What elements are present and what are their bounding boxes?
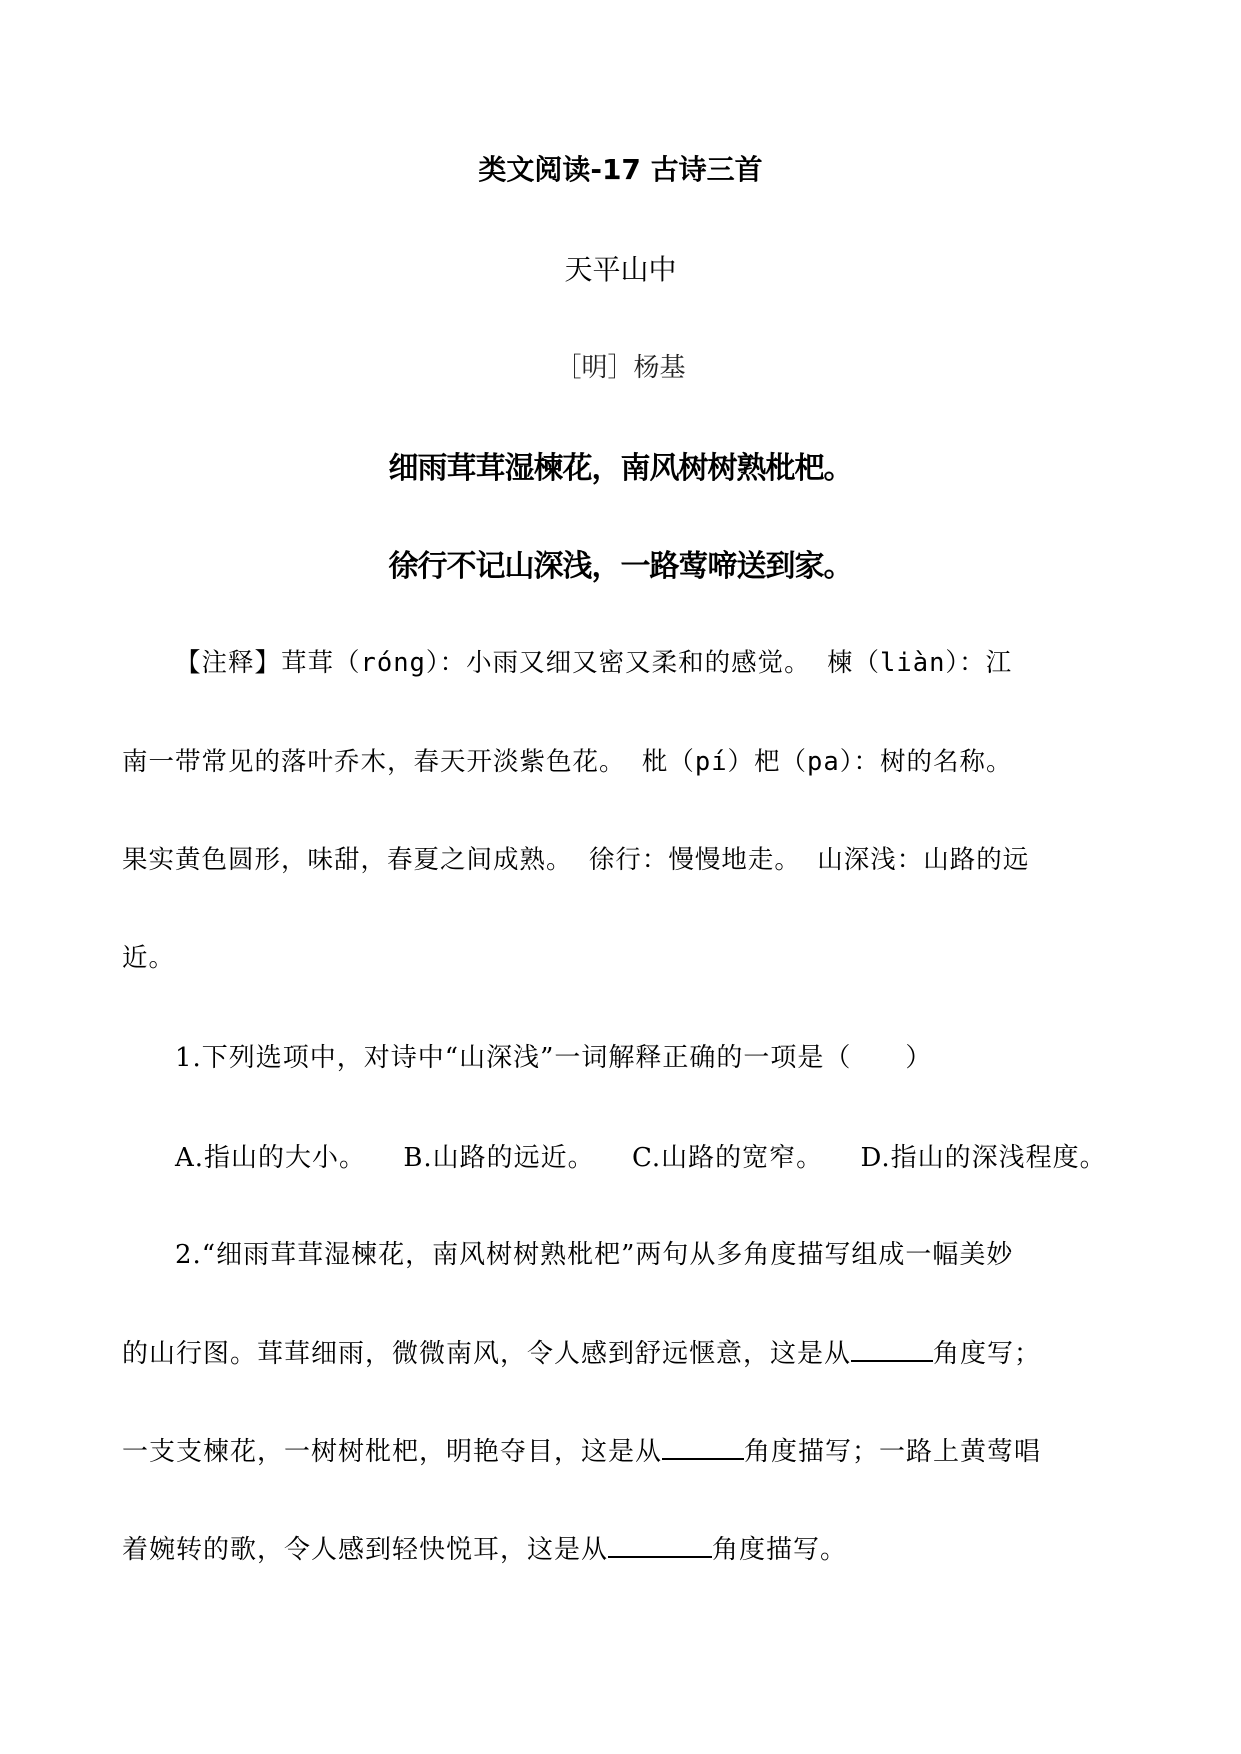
annotation-line-2: 南一带常见的落叶乔木，春天开淡紫色花。 枇（pí）杷（pa）：树的名称。 — [122, 747, 1013, 777]
question-2-line-3-tail: 角度描写；一路上黄莺唱 — [744, 1437, 1042, 1467]
question-2-line-3-text: 一支支楝花，一树树枇杷，明艳夺目，这是从 — [122, 1437, 663, 1467]
question-2-line-4 — [122, 1529, 847, 1566]
option-d[interactable]: D.指山的深浅程度。 — [860, 1143, 1107, 1173]
annotation-line-3: 果实黄色圆形，味甜，春夏之间成熟。 徐行：慢慢地走。 山深浅：山路的远 — [122, 845, 1030, 875]
poem-line-1: 细雨茸茸湿楝花，南风树树熟枇杷。 — [388, 451, 853, 486]
annotation-line-1: 【注释】茸茸（róng）：小雨又细又密又柔和的感觉。 楝（liàn）：江 — [175, 648, 1013, 678]
poem-line-2: 徐行不记山深浅，一路莺啼送到家。 — [388, 549, 853, 584]
option-a[interactable]: A.指山的大小。 — [175, 1143, 367, 1173]
question-2-line-2-text: 的山行图。茸茸细雨，微微南风，令人感到舒远惬意，这是从 — [122, 1339, 852, 1369]
question-2-line-4-tail: 角度描写。 — [712, 1535, 848, 1565]
annotation-line-4: 近。 — [122, 943, 176, 973]
poem-title: 天平山中 — [564, 253, 677, 286]
page-title: 类文阅读-17 古诗三首 — [478, 153, 763, 186]
question-2-line-2-tail: 角度写； — [933, 1339, 1042, 1369]
question-2-line-1: 2.“细雨茸茸湿楝花，南风树树熟枇杷”两句从多角度描写组成一幅美妙 — [175, 1240, 1014, 1270]
question-1-stem: 1.下列选项中，对诗中“山深浅”一词解释正确的一项是（ ） — [175, 1043, 933, 1073]
question-2-line-4-text: 着婉转的歌，令人感到轻快悦耳，这是从 — [122, 1535, 609, 1565]
poem-author: ［明］杨基 — [555, 353, 686, 383]
question-2-line-2 — [122, 1333, 1041, 1370]
option-b[interactable]: B.山路的远近。 — [403, 1143, 595, 1173]
answer-blank-1[interactable] — [851, 1338, 933, 1362]
answer-blank-2[interactable] — [662, 1436, 744, 1460]
question-2-line-3 — [122, 1431, 1041, 1468]
option-c[interactable]: C.山路的宽窄。 — [631, 1143, 824, 1173]
question-1-options — [175, 1137, 1135, 1174]
answer-blank-3[interactable] — [608, 1534, 712, 1558]
